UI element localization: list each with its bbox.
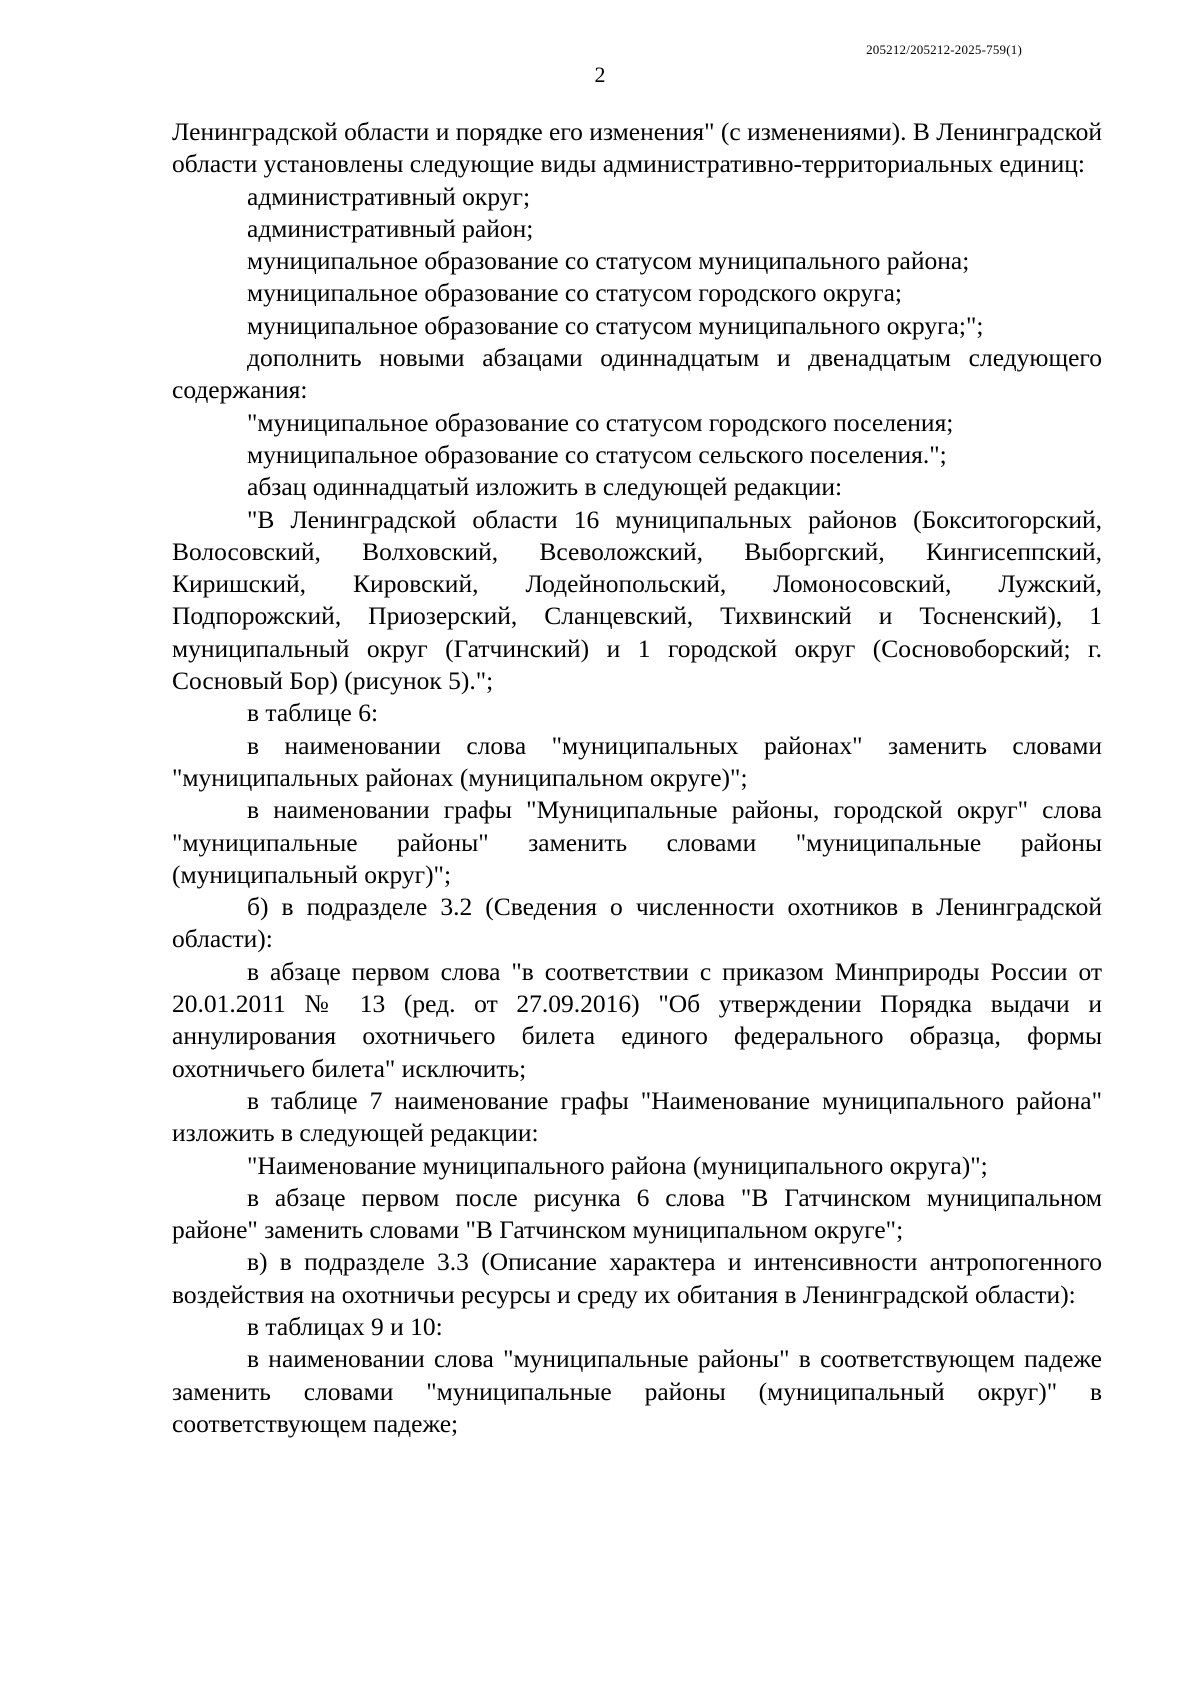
paragraph-18: "Наименование муниципального района (муниципального округа)";	[247, 1150, 988, 1180]
document-id: 205212/205212-2025-759(1)	[866, 42, 1022, 57]
paragraph-6: муниципальное образование со статусом муниципального округа;";	[247, 310, 984, 340]
paragraph-5: муниципальное образование со статусом городского округа;	[247, 278, 903, 308]
paragraph-20: в) в подразделе 3.3 (Описание характера и интенсивности антропогенного воздействия на охотничьи ресурсы и среду их обитания в Ленинградской области):	[172, 1247, 1102, 1309]
paragraph-21: в таблицах 9 и 10:	[247, 1311, 443, 1341]
paragraph-19: в абзаце первом после рисунка 6 слова "В Гатчинском муниципальном районе" заменить словами "В Гатчинском муниципальном округе";	[172, 1182, 1102, 1245]
paragraph-16: в абзаце первом слова "в соответствии с приказом Минприроды России от 20.01.2011 № 13 (ред. от 27.09.2016) "Об утверждении Порядка выдачи и аннулирования охотничьего билета единого федерального образца, формы охотничьего билета" исключить;	[172, 956, 1102, 1083]
paragraph-12: в таблице 6:	[247, 698, 379, 728]
paragraph-10: абзац одиннадцатый изложить в следующей редакции:	[247, 472, 843, 502]
paragraph-11: "В Ленинградской области 16 муниципальных районов (Бокситогорский, Волосовский, Волховский, Всеволожский, Выборгский, Кингисеппский, Киришский, Кировский, Лодейнопольский, Ломоносовский, Лужский, Подпорожский, Приозерский, Сланцевский, Тихвинский и Тосненский), 1 муниципальный округ (Гатчинский) и 1 городской округ (Сосновоборский; г. Сосновый Бор) (рисунок 5).";	[172, 504, 1102, 696]
paragraph-17: в таблице 7 наименование графы "Наименование муниципального района" изложить в следующей редакции:	[172, 1085, 1102, 1148]
paragraph-2: административный округ;	[247, 181, 531, 211]
paragraph-4: муниципальное образование со статусом муниципального района;	[247, 246, 970, 276]
paragraph-1: Ленинградской области и порядке его изменения" (с изменениями). В Ленинградской области установлены следующие виды административно-территориальных единиц:	[172, 117, 1102, 179]
paragraph-8: "муниципальное образование со статусом городского поселения;	[247, 407, 954, 437]
page-number: 2	[594, 62, 606, 87]
paragraph-14: в наименовании графы "Муниципальные районы, городской округ" слова "муниципальные районы" заменить словами "муниципальные районы (муниципальный округ)";	[172, 795, 1102, 889]
paragraph-13: в наименовании слова "муниципальных районах" заменить словами "муниципальных районах (муниципальном округе)";	[172, 730, 1102, 792]
paragraph-15: б) в подразделе 3.2 (Сведения о численности охотников в Ленинградской области):	[172, 892, 1102, 954]
paragraph-7: дополнить новыми абзацами одиннадцатым и двенадцатым следующего содержания:	[172, 343, 1102, 405]
paragraph-9: муниципальное образование со статусом сельского поселения.";	[247, 439, 947, 469]
paragraph-3: административный район;	[247, 213, 534, 243]
document-body	[172, 116, 1102, 1440]
paragraph-22: в наименовании слова "муниципальные районы" в соответствующем падеже заменить словами "муниципальные районы (муниципальный округ)" в соответствующем падеже;	[172, 1344, 1102, 1438]
